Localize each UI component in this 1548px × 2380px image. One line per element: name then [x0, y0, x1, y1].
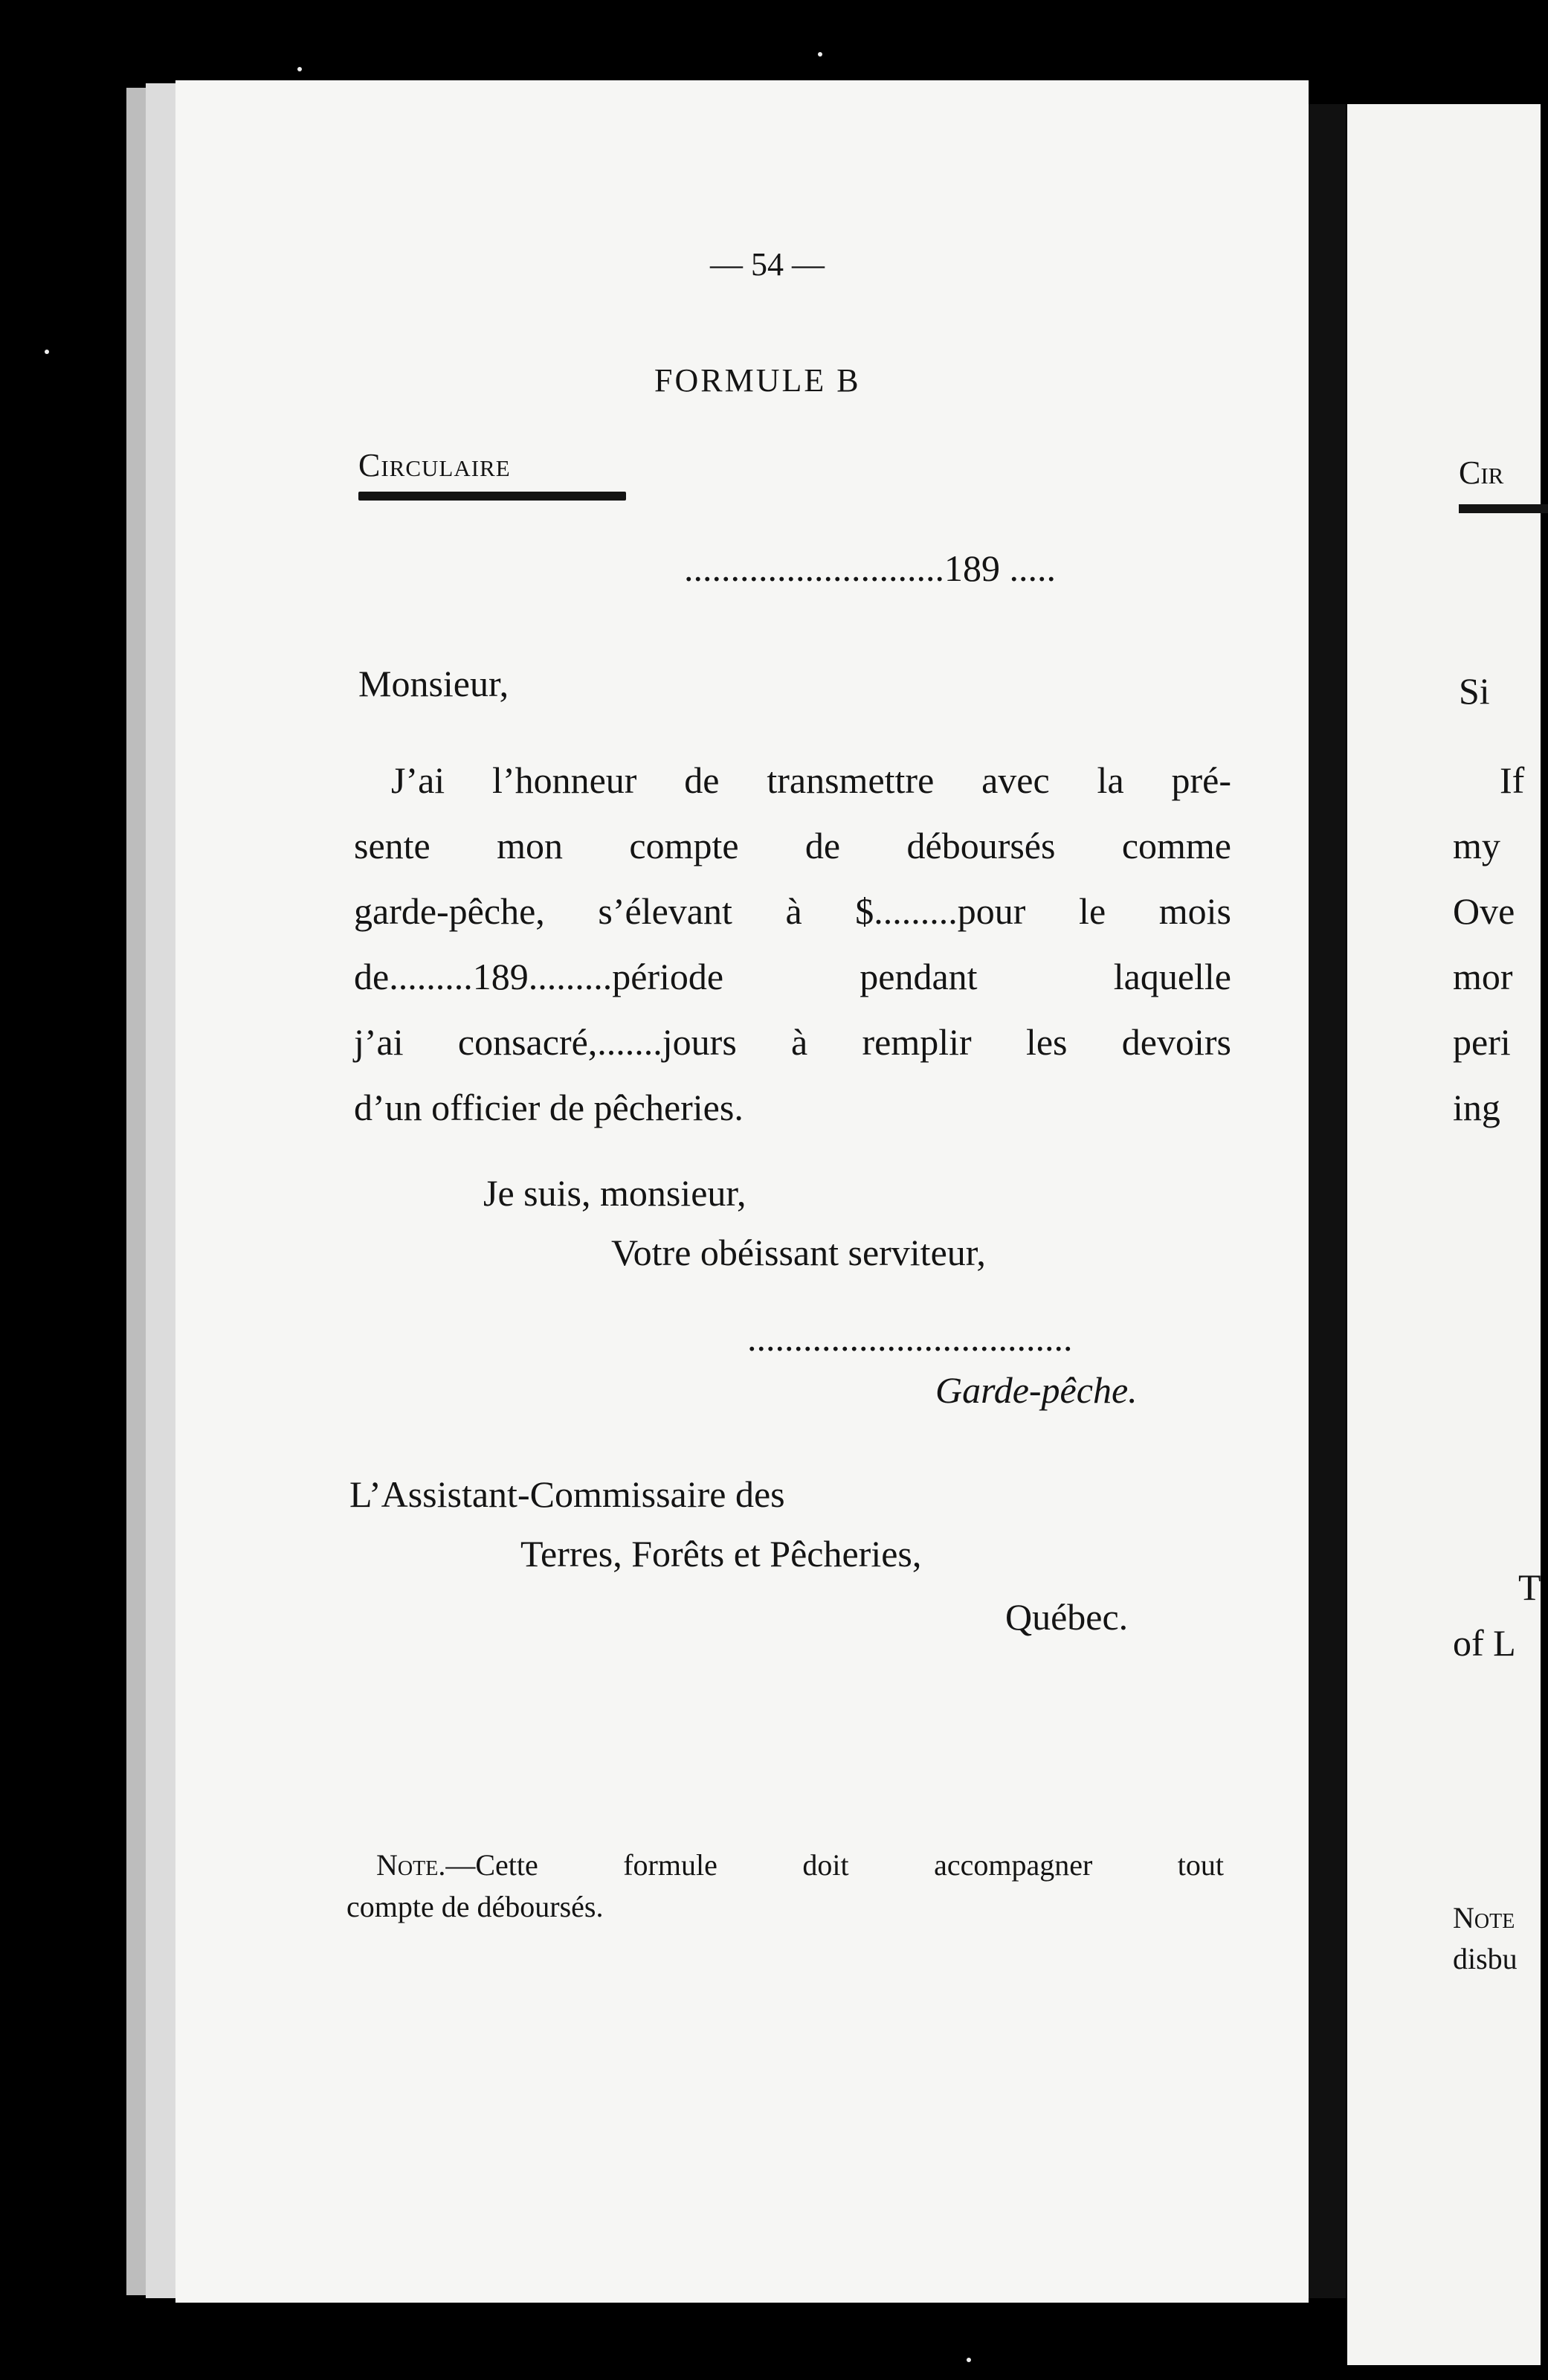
page-number: — 54 —: [710, 246, 825, 283]
facing-underline: [1459, 504, 1548, 513]
paragraph-line: garde-pêche, s’élevant à $.........pour le mois: [354, 890, 1231, 932]
circular-label: Circulaire: [358, 447, 511, 483]
scan-speck: [297, 67, 302, 71]
scan-speck: [45, 350, 49, 354]
closing-line-2: Votre obéissant serviteur,: [611, 1232, 986, 1273]
paragraph-line: J’ai l’honneur de transmettre avec la pré-: [391, 759, 1231, 801]
facing-fragment: Note: [1453, 1901, 1515, 1934]
salutation: Monsieur,: [358, 663, 509, 704]
closing-line-1: Je suis, monsieur,: [483, 1172, 746, 1214]
circular-underline: [358, 492, 626, 501]
facing-fragment: Ove: [1453, 890, 1515, 932]
facing-fragment: If: [1500, 759, 1525, 801]
signature-line: ...................................: [747, 1317, 1073, 1359]
addressee-line-2: Terres, Forêts et Pêcheries,: [520, 1533, 922, 1575]
addressee-line-3: Québec.: [1005, 1596, 1129, 1638]
book-gutter: [1309, 104, 1346, 2298]
footnote-line: compte de déboursés.: [346, 1890, 604, 1923]
facing-fragment: Cir: [1459, 454, 1504, 491]
facing-page: [1347, 104, 1541, 2365]
facing-fragment: of L: [1453, 1622, 1516, 1664]
scan-speck: [967, 2358, 971, 2362]
paragraph-line: sente mon compte de déboursés comme: [354, 825, 1231, 866]
note-label: Note.: [376, 1848, 446, 1882]
footnote: [346, 1844, 1224, 1928]
paragraph-line: d’un officier de pêcheries.: [354, 1087, 744, 1128]
note-text: —Cette formule doit accompagner tout: [445, 1848, 1224, 1882]
form-title: FORMULE B: [654, 362, 861, 399]
body-paragraph: [354, 747, 1231, 1140]
scan-speck: [818, 52, 822, 57]
addressee-line-1: L’Assistant-Commissaire des: [349, 1473, 785, 1515]
paragraph-line: de.........189.........période pendant laquelle: [354, 956, 1231, 997]
facing-fragment: T: [1518, 1566, 1541, 1608]
date-line: ............................189 .....: [684, 547, 1056, 589]
facing-fragment: ing: [1453, 1087, 1500, 1128]
signature-title: Garde-pêche.: [935, 1369, 1138, 1411]
facing-fragment: Si: [1459, 670, 1490, 712]
paragraph-line: j’ai consacré,.......jours à remplir les devoirs: [354, 1021, 1231, 1063]
facing-fragment: mor: [1453, 956, 1513, 997]
facing-fragment: peri: [1453, 1021, 1511, 1063]
footnote-line: [346, 1844, 1224, 1886]
facing-fragment: my: [1453, 825, 1500, 866]
facing-fragment: disbu: [1453, 1942, 1518, 1975]
